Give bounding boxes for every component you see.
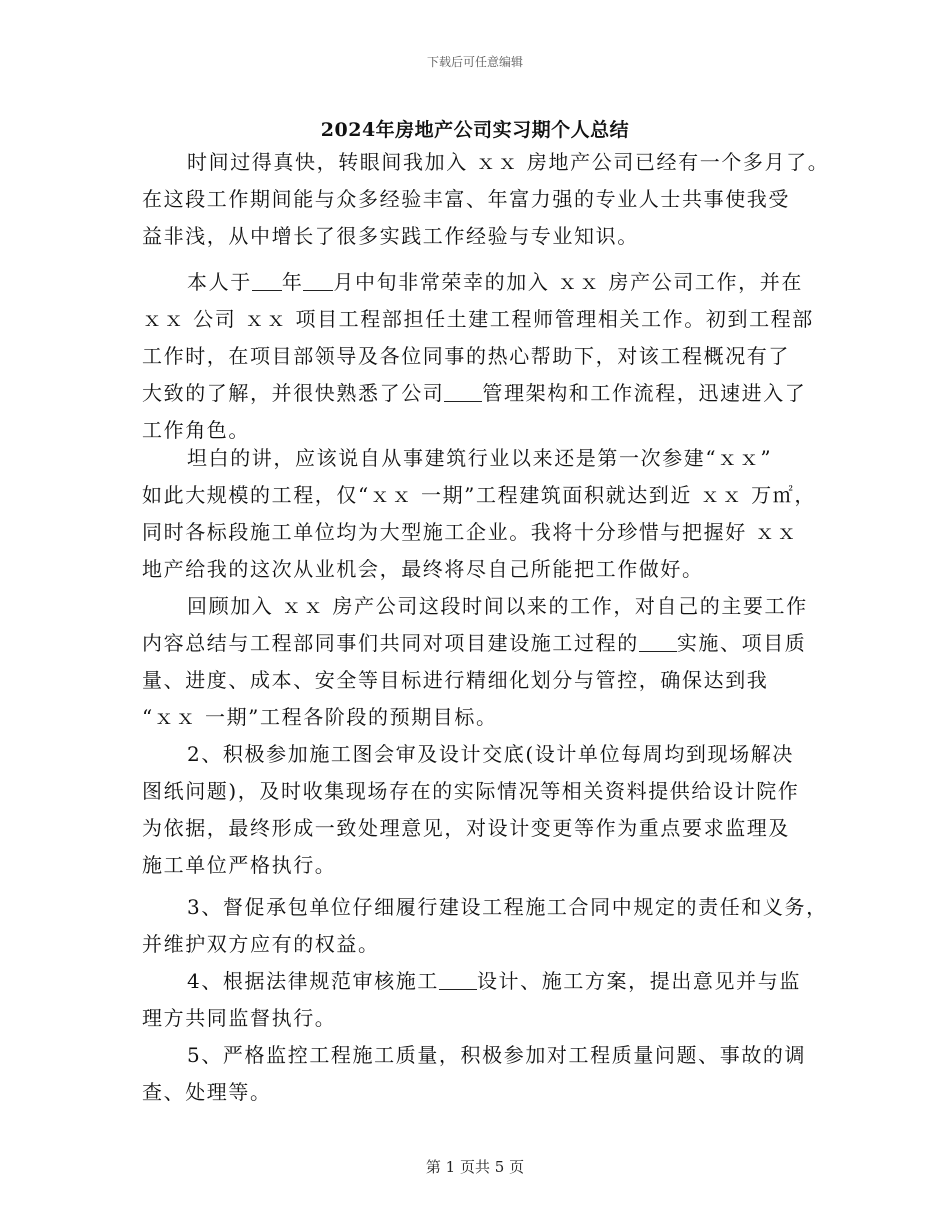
fill-blank: [252, 268, 282, 291]
body-line: 内容总结与工程部同事们共同对项目建设施工过程的 实施、项目质: [142, 631, 807, 655]
body-line: 地产给我的这次从业机会，最终将尽自己所能把工作做好。: [142, 557, 704, 581]
body-line: 大致的了解，并很快熟悉了公司 管理架构和工作流程，迅速进入了: [142, 381, 807, 405]
body-line: 2、积极参加施工图会审及设计交底(设计单位每周均到现场解决: [187, 742, 794, 766]
body-line: 3、督促承包单位仔细履行建设工程施工合同中规定的责任和义务，: [187, 895, 828, 919]
body-line: 理方共同监督执行。: [142, 1006, 337, 1030]
body-line: 5、严格监控工程施工质量，积极参加对工程质量问题、事故的调: [187, 1043, 807, 1067]
body-line: 为依据，最终形成一致处理意见，对设计变更等作为重点要求监理及: [142, 816, 790, 840]
fill-blank: [639, 629, 677, 652]
body-line: 如此大规模的工程，仅“ｘｘ 一期”工程建筑面积就达到近 ｘｘ 万㎡，: [142, 483, 816, 507]
page-number: 第 1 页共 5 页: [425, 1158, 525, 1176]
fill-blank: [439, 967, 477, 990]
body-line: 时间过得真快，转眼间我加入 ｘｘ 房地产公司已经有一个多月了。: [187, 150, 830, 174]
document-title: 2024年房地产公司实习期个人总结: [320, 119, 630, 141]
body-line: 回顾加入 ｘｘ 房产公司这段时间以来的工作，对自己的主要工作: [187, 594, 808, 618]
body-line: 4、根据法律规范审核施工 设计、施工方案，提出意见并与监: [187, 969, 801, 993]
document-body: [0, 144, 950, 1114]
body-line: 益非浅，从中增长了很多实践工作经验与专业知识。: [142, 224, 639, 248]
body-line: 工作角色。: [142, 418, 250, 442]
body-line: 坦白的讲，应该说自从事建筑行业以来还是第一次参建“ｘｘ”: [187, 446, 773, 470]
body-line: 并维护双方应有的权益。: [142, 932, 380, 956]
body-line: ｘｘ 公司 ｘｘ 项目工程部担任土建工程师管理相关工作。初到工程部: [142, 307, 814, 331]
body-line: 施工单位严格执行。: [142, 853, 337, 877]
body-line: “ｘｘ 一期”工程各阶段的预期目标。: [142, 705, 498, 729]
body-line: 查、处理等。: [142, 1080, 272, 1104]
body-line: 工作时，在项目部领导及各位同事的热心帮助下，对该工程概况有了: [142, 344, 790, 368]
body-line: 量、进度、成本、安全等目标进行精细化划分与管控，确保达到我: [142, 668, 769, 692]
page-header: 下载后可任意编辑: [426, 55, 523, 69]
body-line: 同时各标段施工单位均为大型施工企业。我将十分珍惜与把握好 ｘｘ: [142, 520, 798, 544]
body-line: 在这段工作期间能与众多经验丰富、年富力强的专业人士共事使我受: [142, 187, 790, 211]
fill-blank: [303, 268, 333, 291]
body-line: 本人于 年 月中旬非常荣幸的加入 ｘｘ 房产公司工作，并在: [187, 270, 803, 294]
fill-blank: [444, 379, 482, 402]
body-line: 图纸问题)，及时收集现场存在的实际情况等相关资料提供给设计院作: [142, 779, 800, 803]
